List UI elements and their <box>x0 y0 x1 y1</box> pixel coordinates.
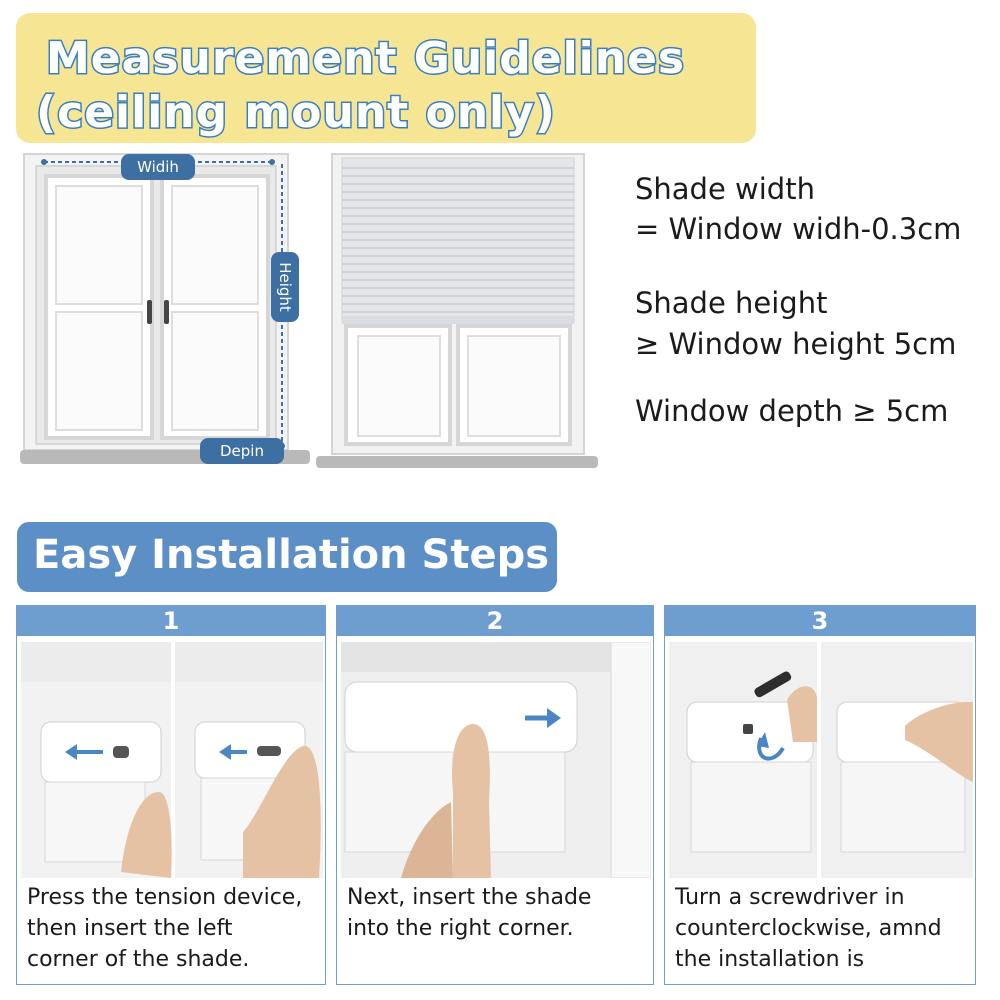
step-2-caption <box>347 882 647 944</box>
right-window-illustration <box>316 154 598 468</box>
install-banner <box>17 522 557 592</box>
height-label: Height <box>271 252 299 322</box>
install-title: Easy Installation Steps <box>33 532 550 578</box>
step-1-photo <box>21 642 321 878</box>
step-2-number: 2 <box>337 606 653 636</box>
width-label: Widih <box>121 154 195 180</box>
window-illustrations <box>20 150 610 470</box>
shade-height-label: Shade height <box>635 286 828 320</box>
step-1-caption-line: then insert the left <box>27 916 233 941</box>
step-1-caption-line: corner of the shade. <box>27 947 250 972</box>
step-3-caption-line: counterclockwise, amnd <box>675 916 942 941</box>
left-window-illustration <box>20 154 310 464</box>
shade-height-formula: ≥ Window height 5cm <box>635 327 957 361</box>
window-depth-formula: Window depth ≥ 5cm <box>635 394 949 428</box>
step-1-card <box>16 605 326 985</box>
step-2-caption-line: Next, insert the shade <box>347 885 592 910</box>
step-2-photo <box>341 642 649 878</box>
step-3-number: 3 <box>665 606 975 636</box>
step-2-card <box>336 605 654 985</box>
measurement-banner <box>16 13 756 143</box>
step-3-card <box>664 605 976 985</box>
step-1-caption <box>27 882 319 975</box>
banner-title-line2: (ceiling mount only) <box>36 87 556 138</box>
step-3-caption <box>675 882 969 975</box>
shade-width-label: Shade width <box>635 172 815 206</box>
banner-title-line1: Measurement Guidelines <box>46 33 686 84</box>
step-3-caption-line: Turn a screwdriver in <box>675 885 905 910</box>
step-3-photo <box>669 642 971 878</box>
depth-label: Depin <box>200 438 284 464</box>
step-2-caption-line: into the right corner. <box>347 916 574 941</box>
step-1-caption-line: Press the tension device, <box>27 885 303 910</box>
step-1-number: 1 <box>17 606 325 636</box>
step-3-caption-line: the installation is <box>675 947 865 972</box>
shade-width-formula: = Window widh-0.3cm <box>635 212 962 246</box>
